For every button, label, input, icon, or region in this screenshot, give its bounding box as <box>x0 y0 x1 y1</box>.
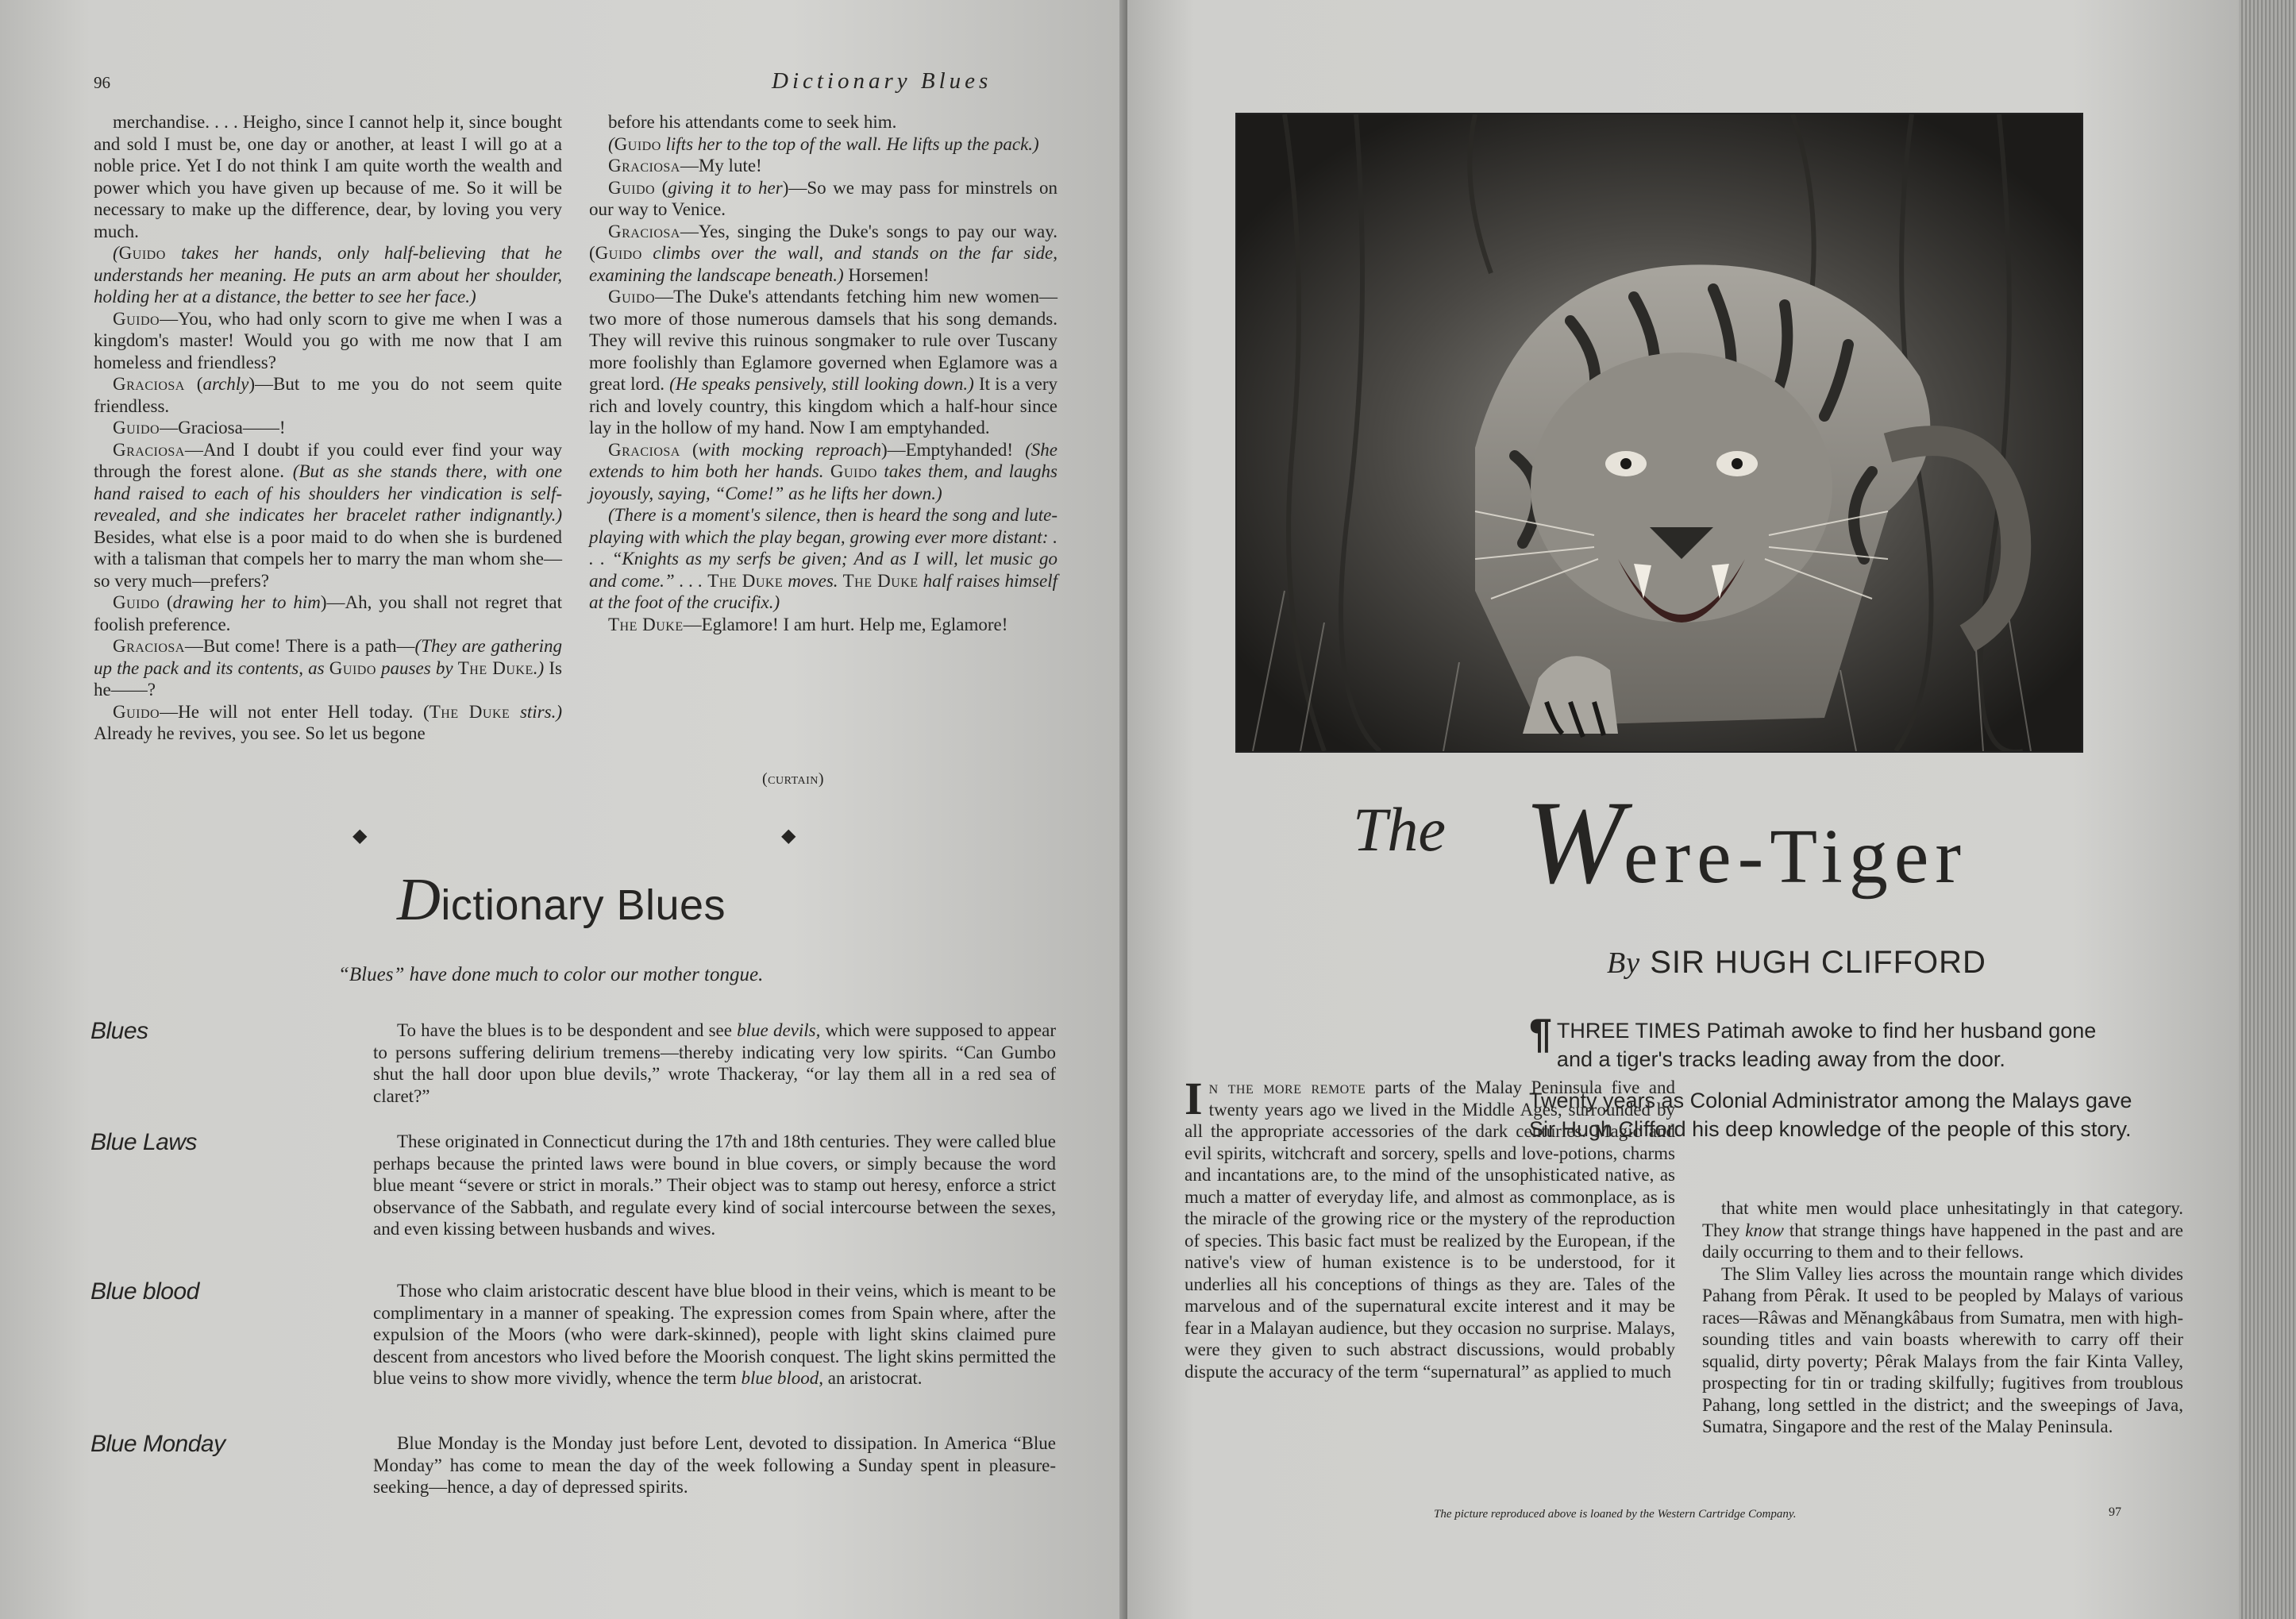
text-run: Horsemen! <box>843 264 930 285</box>
paragraph <box>94 308 562 374</box>
text-run: know <box>1745 1220 1784 1240</box>
entry-term: Blue Monday <box>91 1431 225 1457</box>
text-run: Graciosa <box>113 439 185 460</box>
text-run: Guido <box>595 243 642 263</box>
text-run: (There is a moment's silence, then is heard the song and lute-playing with which the play began, growing ever more distant: . . . “Knights as my serfs be given; And as I will, let music go and come.” . . . <box>589 505 1057 591</box>
entry-definition <box>373 1020 1056 1107</box>
text-run: blue devils, <box>737 1020 821 1040</box>
text-run: Graciosa <box>113 374 185 394</box>
author-name: SIR HUGH CLIFFORD <box>1650 945 1986 980</box>
text-run: with mocking reproach <box>698 439 881 460</box>
text-run: Guido <box>113 308 160 329</box>
play-text-column-2 <box>589 111 1057 635</box>
paragraph <box>94 111 562 242</box>
title-initial: D <box>397 866 441 933</box>
text-run: )—But to me you do not seem quite friendless. <box>94 374 562 416</box>
article-title <box>397 865 726 935</box>
title-initial: W <box>1524 777 1624 908</box>
paragraph <box>94 242 562 308</box>
text-run: ( <box>184 374 203 394</box>
lead-small-caps: n the more remote <box>1208 1077 1366 1097</box>
text-run: merchandise. . . . Heigho, since I cannot help it, since bought and sold I must be, one day or another, at least I will go at a noble price. Yet I do not think I am quite worth the wealth and power which you have given up because of me. So it will be necessary to make up the difference, dear, by loving you very much. <box>94 112 562 241</box>
paragraph <box>589 133 1057 156</box>
text-run: takes her hands, only half-believing that he understands her meaning. He puts an arm about her shoulder, holding her at a distance, the better to see her face.) <box>94 243 562 306</box>
title-rest: ere-Tiger <box>1623 814 1967 900</box>
story-column-1 <box>1185 1073 1675 1382</box>
paragraph <box>589 177 1057 221</box>
text-run: half raises himself at the foot of the crucifix.) <box>589 570 1058 612</box>
text-run: These originated in Connecticut during the 17th and 18th centuries. They were called blue perhaps because the printed laws were bound in blue covers, or simply because the word blue meant “severe or strict in morals.” Their object was to stamp out heresy, enforce a strict observance of the Sabbath, and regulate every kind of social intercourse between the sexes, and even kissing between husbands and wives. <box>373 1131 1056 1239</box>
paragraph <box>1702 1263 2183 1438</box>
text-run: that white men would place unhesitatingly in that category. They <box>1702 1198 2183 1240</box>
text-run: Guido <box>608 287 656 306</box>
text-run: (They are gathering up the pack and its contents, as <box>94 636 562 678</box>
text-run: Graciosa <box>113 636 185 656</box>
running-head: Dictionary Blues <box>772 68 992 94</box>
left-page <box>0 0 1127 1619</box>
text-run: —He will not enter Hell today. ( <box>160 701 430 722</box>
text-run: before his attendants come to seek him. <box>608 112 897 132</box>
text-run: The Duke <box>707 570 784 591</box>
text-run: It is a very rich and lovely country, this kingdom which a half-hour since lay in the hollow of my hand. Now I am emptyhanded. <box>589 374 1058 438</box>
lead-text: parts of the Malay Peninsula five and twenty years ago we lived in the Middle Ages, surrounded by all the appropriate accessories of the dark centuries. Magic and evil spirits, witchcraft and sorcery, spells and love-potions, charms and incantations are, to the mind of the unsophisticated native, as much a matter of everyday life, and almost as commonplace, as is the miracle of the growing rice or the mystery of the reproduction of species. This basic fact must be realized by the European, if the native's view of human existence is to be understood, for it underlies all his conceptions of things as they are. Tales of the marvelous and of the supernatural excite interest and it may be fear in a Malayan audience, but they occasion no surprise. Malays, were they given to such abstract discussions, would probably dispute the accuracy of the term “supernatural” as applied to much <box>1185 1077 1675 1382</box>
play-text-column-1 <box>94 111 562 745</box>
text-run: —My lute! <box>680 156 762 175</box>
text-run: Guido <box>329 657 376 678</box>
paragraph <box>94 592 562 635</box>
text-run: drawing her to him <box>172 592 321 612</box>
text-run: Guido <box>830 461 877 481</box>
tiger-illustration <box>1235 113 2083 753</box>
text-run: (She extends to him both her hands. <box>589 439 1057 481</box>
text-run: .) <box>533 657 545 678</box>
deck-author-note: Twenty years as Colonial Administrator among the Malays gave Sir Hugh Clifford his deep knowledge of the people of this story. <box>1529 1089 2132 1141</box>
text-run: —And I doubt if you could ever find your way through the forest alone. <box>94 439 562 481</box>
paragraph <box>589 504 1057 614</box>
page-number: 96 <box>94 73 110 92</box>
page-block-edge <box>2239 0 2296 1619</box>
text-run: Graciosa <box>608 156 680 175</box>
text-run: —But come! There is a path— <box>184 636 415 656</box>
entry-term: Blue Laws <box>91 1129 197 1155</box>
entry-term: Blues <box>91 1018 148 1044</box>
text-run: Those who claim aristocratic descent have blue blood in their veins, which is meant to be complimentary in a manner of speaking. The expression comes from Spain where, after the expulsion of the Moors (who were dark-skinned), people with light skins claimed pure descent from ancestors who lived before the Moorish conquest. The light skins permitted the blue veins to show more vividly, whence the term <box>373 1281 1056 1388</box>
text-run: an aristocrat. <box>823 1368 923 1388</box>
entry-term: Blue blood <box>91 1278 199 1305</box>
text-run: Guido <box>113 592 160 612</box>
text-run: Is he——? <box>94 657 562 700</box>
pilcrow-mark: ¶ <box>1529 1011 1552 1057</box>
right-page <box>1127 0 2239 1619</box>
ornament-diamond: ◆ <box>352 826 368 846</box>
title-rest: ictionary Blues <box>441 881 726 929</box>
text-run: The Duke <box>608 614 684 634</box>
title-the: The <box>1353 795 1446 864</box>
ornament-diamond: ◆ <box>781 826 796 846</box>
text-run: Already he revives, you see. So let us begone <box>94 723 426 743</box>
text-run: blue blood, <box>741 1368 824 1388</box>
text-run: takes them, and laughs joyously, saying, “Come!” as he lifts her down.) <box>589 461 1057 503</box>
story-lead-paragraph <box>1185 1073 1675 1382</box>
text-run: —Eglamore! I am hurt. Help me, Eglamore! <box>683 614 1008 634</box>
paragraph <box>589 111 1057 133</box>
story-column-2 <box>1702 1197 2183 1438</box>
text-run: Guido <box>614 133 661 154</box>
paragraph <box>1702 1197 2183 1263</box>
paragraph <box>94 439 562 592</box>
text-run: —Graciosa——! <box>160 418 286 438</box>
text-run: ( <box>608 133 614 154</box>
deck-teaser: THREE TIMES Patimah awoke to find her husband gone and a tiger's tracks leading away from the door. <box>1556 1019 2097 1071</box>
text-run: which were supposed to appear to persons suffering delirium tremens—thereby indicating very low spirits. “Can Gumbo shut the hall door upon blue devils,” wrote Thackeray, “or lay them all in a red sea of claret?” <box>373 1020 1056 1106</box>
paragraph <box>589 614 1057 636</box>
page-number: 97 <box>2109 1505 2121 1519</box>
paragraph <box>589 155 1057 177</box>
text-run: climbs over the wall, and stands on the far side, examining the landscape beneath.) <box>589 243 1057 285</box>
text-run: Guido <box>113 701 160 722</box>
text-run: The Duke <box>842 570 919 591</box>
text-run: ( <box>160 592 173 612</box>
text-run: )—Emptyhanded! <box>880 439 1026 460</box>
text-run: To have the blues is to be despondent and see <box>397 1020 738 1040</box>
text-run: )—So we may pass for minstrels on our way to Venice. <box>589 177 1057 219</box>
text-run: The Duke <box>457 657 534 678</box>
paragraph <box>589 439 1057 505</box>
text-run: that strange things have happened in the past and are daily occurring to them and to their fellows. <box>1702 1220 2183 1262</box>
text-run: Blue Monday is the Monday just before Lent, devoted to dissipation. In America “Blue Monday” has come to mean the day of the week following a Sunday spent in pleasure-seeking—hence, a day of depressed spirits. <box>373 1433 1056 1497</box>
text-run: —The Duke's attendants fetching him new women—two more of those numerous damsels that his song demands. They will revive this ruinous songmaker to rule over Tuscany more foolishly than Eglamore governed when Eglamore was a great lord. <box>589 287 1057 394</box>
text-run: lifts her to the top of the wall. He lifts up the pack.) <box>661 133 1039 154</box>
text-run: (But as she stands there, with one hand raised to each of his shoulders her vindication is self-revealed, and she indicates her bracelet rather indignantly.) <box>94 461 562 525</box>
text-run: Guido <box>608 177 656 198</box>
paragraph <box>94 635 562 701</box>
text-run: giving it to her <box>668 177 783 198</box>
text-run: Guido <box>118 243 166 263</box>
paragraph <box>94 417 562 439</box>
paragraph <box>589 286 1057 439</box>
text-run: (He speaks pensively, still looking down.) <box>669 374 974 394</box>
byline-by: By <box>1607 946 1641 980</box>
tiger-drawing <box>1237 114 2082 751</box>
text-run: Besides, what else is a poor maid to do when she is burdened with a talisman that compels her to marry the man whom she—so very much—prefers? <box>94 526 562 591</box>
paragraph <box>94 373 562 417</box>
text-run: stirs.) <box>510 701 562 722</box>
text-run: ( <box>113 243 119 263</box>
text-run: pauses by <box>376 657 458 678</box>
text-run: archly <box>202 374 249 394</box>
entry-definition <box>373 1432 1056 1498</box>
text-run: moves. <box>783 570 843 591</box>
text-run: Graciosa <box>608 439 680 460</box>
text-run: Graciosa <box>608 221 680 241</box>
text-run: The Slim Valley lies across the mountain range which divides Pahang from Pêrak. It used to be peopled by Malays of various races—Râwas and Mĕnangkâbaus from Sumatra, men with high-sounding titles and vain boasts wherewith to carry off their squalid, dirty poverty; Pêrak Malays from the fair Kinta Valley, prospecting for tin or trading skilfully; fugitives from troublous Pahang, long settled in the district; and the sweepings of Java, Sumatra, Singapore and the rest of the Malay Peninsula. <box>1702 1263 2183 1436</box>
entry-definition <box>373 1280 1056 1390</box>
text-run: ( <box>680 439 699 460</box>
paragraph <box>589 221 1057 287</box>
text-run: —Yes, singing the Duke's songs to pay our way. ( <box>589 221 1057 263</box>
story-title <box>1524 774 1967 911</box>
drop-cap: I <box>1185 1073 1203 1124</box>
entry-definition <box>373 1131 1056 1240</box>
paragraph <box>94 701 562 745</box>
text-run: The Duke <box>429 701 510 722</box>
text-run: ( <box>655 177 668 198</box>
text-run: )—Ah, you shall not regret that foolish preference. <box>94 592 562 634</box>
article-subtitle: “Blues” have done much to color our mother tongue. <box>338 964 764 985</box>
curtain-label: (curtain) <box>762 770 825 788</box>
text-run: Guido <box>113 418 160 438</box>
text-run: —You, who had only scorn to give me when I was a kingdom's master! Would you go with me now that I am homeless and friendless? <box>94 308 562 372</box>
picture-credit: The picture reproduced above is loaned by the Western Cartridge Company. <box>1434 1508 1797 1521</box>
byline <box>1607 945 1986 981</box>
